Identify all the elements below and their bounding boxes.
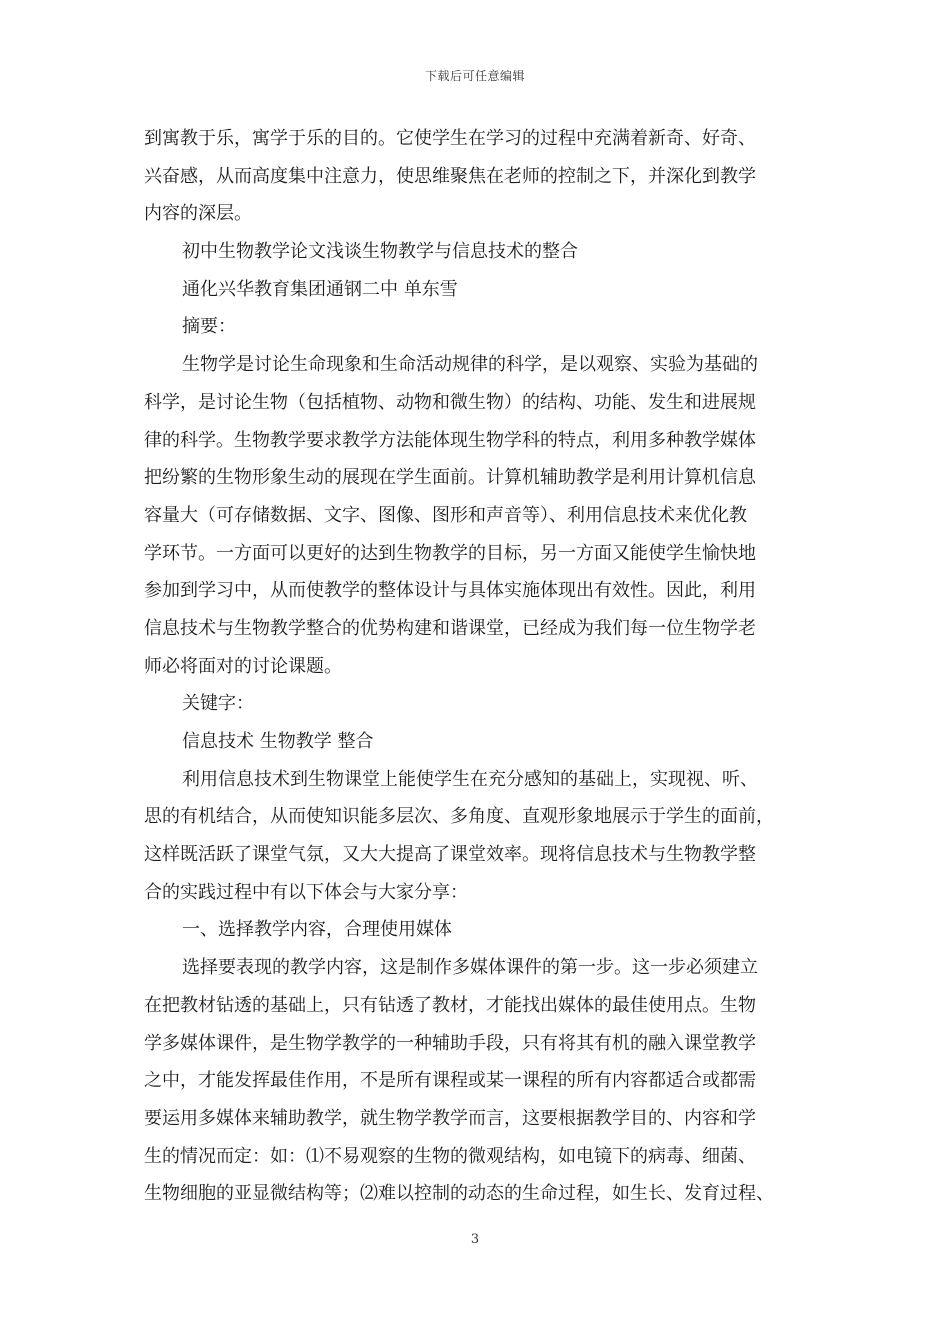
text-line: 学环节。一方面可以更好的达到生物教学的目标，另一方面又能使学生愉快地 — [144, 542, 756, 564]
text-line: 在把教材钻透的基础上，只有钻透了教材，才能找出媒体的最佳使用点。生物 — [144, 994, 756, 1016]
text-line: 初中生物教学论文浅谈生物教学与信息技术的整合 — [182, 241, 578, 263]
text-line: 一、选择教学内容，合理使用媒体 — [182, 919, 452, 941]
text-line: 信息技术 生物教学 整合 — [182, 731, 374, 752]
text-line: 生物学是讨论生命现象和生命活动规律的科学，是以观察、实验为基础的 — [182, 354, 758, 376]
text-line: 之中，才能发挥最佳作用，不是所有课程或某一课程的所有内容都适合或都需 — [144, 1070, 756, 1092]
page-number: 3 — [470, 1232, 480, 1247]
text-line: 把纷繁的生物形象生动的展现在学生面前。计算机辅助教学是利用计算机信息 — [144, 467, 756, 489]
text-line: 摘要： — [182, 316, 236, 338]
text-line: 参加到学习中，从而使教学的整体设计与具体实施体现出有效性。因此，利用 — [144, 580, 756, 602]
text-line: 律的科学。生物教学要求教学方法能体现生物学科的特点，利用多种教学媒体 — [144, 429, 756, 451]
text-line: 师必将面对的讨论课题。 — [144, 655, 342, 677]
document-body — [144, 120, 808, 1213]
text-line: 容量大（可存储数据、文字、图像、图形和声音等）、利用信息技术来优化教 — [144, 504, 747, 526]
text-line: 到寓教于乐，寓学于乐的目的。它使学生在学习的过程中充满着新奇、好奇、 — [144, 128, 756, 149]
text-line: 信息技术与生物教学整合的优势构建和谐课堂，已经成为我们每一位生物学老 — [144, 617, 756, 639]
text-line: 通化兴华教育集团通钢二中 单东雪 — [182, 278, 458, 300]
page-header: 下载后可任意编辑 — [424, 69, 525, 83]
text-line: 生的情况而定：如：⑴不易观察的生物的微观结构，如电镜下的病毒、细菌、 — [144, 1145, 756, 1167]
text-line: 科学，是讨论生物（包括植物、动物和微生物）的结构、功能、发生和进展规 — [144, 391, 756, 413]
text-line: 思的有机结合，从而使知识能多层次、多角度、直观形象地展示于学生的面前， — [144, 806, 774, 828]
text-line: 这样既活跃了课堂气氛，又大大提高了课堂效率。现将信息技术与生物教学整 — [144, 844, 756, 866]
text-line: 要运用多媒体来辅助教学，就生物学教学而言，这要根据教学目的、内容和学 — [144, 1107, 756, 1129]
text-line: 内容的深层。 — [144, 203, 252, 225]
text-line: 生物细胞的亚显微结构等；⑵难以控制的动态的生命过程，如生长、发育过程、 — [144, 1183, 774, 1205]
text-line: 合的实践过程中有以下体会与大家分享： — [144, 881, 468, 903]
text-line: 利用信息技术到生物课堂上能使学生在充分感知的基础上，实现视、听、 — [182, 768, 758, 790]
text-line: 学多媒体课件，是生物学教学的一种辅助手段，只有将其有机的融入课堂教学 — [144, 1032, 756, 1054]
text-line: 关键字： — [182, 693, 254, 715]
text-line: 兴奋感，从而高度集中注意力，使思维聚焦在老师的控制之下，并深化到教学 — [144, 165, 756, 187]
text-line: 选择要表现的教学内容，这是制作多媒体课件的第一步。这一步必须建立 — [182, 957, 758, 979]
